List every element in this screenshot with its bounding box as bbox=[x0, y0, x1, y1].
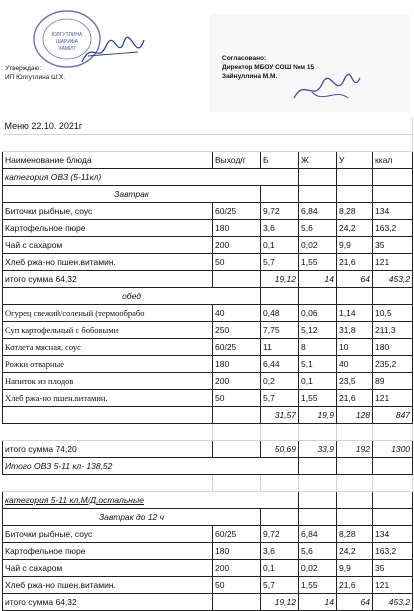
yield: 180 bbox=[213, 356, 261, 373]
meal-header-row bbox=[3, 288, 413, 305]
dish-name: итого сумма 64,32 bbox=[3, 594, 213, 611]
carbs: 23,5 bbox=[337, 373, 373, 390]
total-row bbox=[3, 271, 413, 288]
spacer-row bbox=[3, 135, 413, 152]
category-label: категория 5-11 кл,М/Д,остальные bbox=[3, 492, 299, 509]
dish-name: Картофельное пюре bbox=[3, 220, 213, 237]
fat: 5,12 bbox=[299, 322, 337, 339]
fat: 14 bbox=[299, 271, 337, 288]
dish-name: итого сумма 64,32 bbox=[3, 271, 213, 288]
fat: 5,1 bbox=[299, 356, 337, 373]
dish-row bbox=[3, 560, 413, 577]
kcal: 121 bbox=[373, 577, 413, 594]
dish-row bbox=[3, 254, 413, 271]
kcal: 10,5 bbox=[373, 305, 413, 322]
yield: 180 bbox=[213, 220, 261, 237]
dish-name: Напиток из плодов bbox=[3, 373, 213, 390]
kcal: 235,2 bbox=[373, 356, 413, 373]
total-row bbox=[3, 594, 413, 611]
carbs: 40 bbox=[337, 356, 373, 373]
col-header-carbs: У bbox=[337, 152, 373, 169]
director-title: Директор МБОУ СОШ №м 15 bbox=[222, 64, 315, 71]
yield: 50 bbox=[213, 390, 261, 407]
grand-total-row bbox=[3, 458, 413, 475]
document-header bbox=[0, 0, 414, 116]
carbs: 192 bbox=[337, 441, 373, 458]
dish-name: Хлеб ржа-но пшен.витамин. bbox=[3, 390, 213, 407]
approver-name: ИП Юлгутлина Ш.Х. bbox=[5, 74, 66, 81]
meal-header-row bbox=[3, 509, 413, 526]
carbs: 64 bbox=[337, 271, 373, 288]
dish-row bbox=[3, 526, 413, 543]
dish-row bbox=[3, 543, 413, 560]
protein: 6,44 bbox=[261, 356, 299, 373]
col-header-protein: Б bbox=[261, 152, 299, 169]
meal-label: Завтрак bbox=[3, 186, 261, 203]
fat: 14 bbox=[299, 594, 337, 611]
dish-name: Огурец свежий/соленый (термообрабо bbox=[3, 305, 213, 322]
yield: 180 bbox=[213, 543, 261, 560]
fat: 1,55 bbox=[299, 254, 337, 271]
kcal: 35 bbox=[373, 560, 413, 577]
protein: 9,72 bbox=[261, 526, 299, 543]
fat: 1,55 bbox=[299, 390, 337, 407]
category-row bbox=[3, 492, 413, 509]
fat: 19,9 bbox=[299, 407, 337, 424]
agree-label: Согласовано: bbox=[222, 55, 267, 62]
kcal: 180 bbox=[373, 339, 413, 356]
dish-row bbox=[3, 577, 413, 594]
kcal: 453,2 bbox=[373, 271, 413, 288]
protein: 5,7 bbox=[261, 390, 299, 407]
dish-name: Чай с сахаром bbox=[3, 237, 213, 254]
menu-table bbox=[2, 118, 413, 611]
carbs: 8,28 bbox=[337, 203, 373, 220]
signature-approver bbox=[78, 34, 148, 70]
carbs: 24,2 bbox=[337, 220, 373, 237]
dish-row bbox=[3, 390, 413, 407]
protein: 11 bbox=[261, 339, 299, 356]
protein: 0,1 bbox=[261, 560, 299, 577]
column-header-row bbox=[3, 152, 413, 169]
meal-label: обед bbox=[3, 288, 261, 305]
yield: 60/25 bbox=[213, 339, 261, 356]
svg-text:ШАРИФА: ШАРИФА bbox=[56, 39, 78, 45]
yield: 60/25 bbox=[213, 203, 261, 220]
yield bbox=[213, 271, 261, 288]
dish-name: Картофельное пюре bbox=[3, 543, 213, 560]
dish-row bbox=[3, 203, 413, 220]
yield: 40 bbox=[213, 305, 261, 322]
svg-text:ЮЛГУТЛИНА: ЮЛГУТЛИНА bbox=[51, 32, 83, 38]
dish-row bbox=[3, 373, 413, 390]
svg-text:ХАМИТ: ХАМИТ bbox=[58, 46, 76, 52]
kcal: 1300 bbox=[373, 441, 413, 458]
director-name: Зайнуллина М.М. bbox=[222, 73, 278, 80]
protein: 9,72 bbox=[261, 203, 299, 220]
fat: 6,84 bbox=[299, 203, 337, 220]
protein: 19,12 bbox=[261, 594, 299, 611]
kcal: 134 bbox=[373, 526, 413, 543]
dish-row bbox=[3, 356, 413, 373]
dish-name: Биточки рыбные, соус bbox=[3, 203, 213, 220]
category-row bbox=[3, 169, 413, 186]
protein: 3,6 bbox=[261, 543, 299, 560]
protein: 3,6 bbox=[261, 220, 299, 237]
carbs: 21,6 bbox=[337, 254, 373, 271]
total-row bbox=[3, 441, 413, 458]
menu-title: Меню 22.10. 2021г bbox=[3, 118, 413, 135]
kcal: 163,2 bbox=[373, 543, 413, 560]
yield: 50 bbox=[213, 577, 261, 594]
carbs: 1,14 bbox=[337, 305, 373, 322]
dish-name: Рожки отварные bbox=[3, 356, 213, 373]
yield: 200 bbox=[213, 560, 261, 577]
dish-name: итого сумма 74,20 bbox=[3, 441, 213, 458]
grand-total-label: Итого ОВЗ 5-11 кл- 138,52 bbox=[3, 458, 299, 475]
protein: 31,57 bbox=[261, 407, 299, 424]
dish-row bbox=[3, 322, 413, 339]
dish-row bbox=[3, 220, 413, 237]
yield bbox=[213, 441, 261, 458]
kcal: 847 bbox=[373, 407, 413, 424]
fat: 5,6 bbox=[299, 220, 337, 237]
yield: 200 bbox=[213, 373, 261, 390]
col-header-fat: Ж bbox=[299, 152, 337, 169]
carbs: 21,6 bbox=[337, 577, 373, 594]
dish-row bbox=[3, 305, 413, 322]
carbs: 64 bbox=[337, 594, 373, 611]
blank-row bbox=[3, 475, 413, 492]
fat: 8 bbox=[299, 339, 337, 356]
kcal: 453,2 bbox=[373, 594, 413, 611]
col-header-yield: Выход/г bbox=[213, 152, 261, 169]
kcal: 211,3 bbox=[373, 322, 413, 339]
fat: 0,06 bbox=[299, 305, 337, 322]
fat: 33,9 bbox=[299, 441, 337, 458]
kcal: 35 bbox=[373, 237, 413, 254]
yield bbox=[213, 594, 261, 611]
kcal: 121 bbox=[373, 254, 413, 271]
carbs: 9,9 bbox=[337, 237, 373, 254]
fat: 5,6 bbox=[299, 543, 337, 560]
dish-name: Хлеб ржа-но пшен.витамин. bbox=[3, 254, 213, 271]
carbs: 10 bbox=[337, 339, 373, 356]
dish-row bbox=[3, 237, 413, 254]
menu-title-row bbox=[3, 118, 413, 135]
kcal: 163,2 bbox=[373, 220, 413, 237]
approve-label: Утверждаю: bbox=[5, 65, 42, 72]
fat: 6,84 bbox=[299, 526, 337, 543]
dish-name bbox=[3, 407, 213, 424]
fat: 0,02 bbox=[299, 560, 337, 577]
approval-block bbox=[5, 64, 65, 82]
col-header-dish: Наименование блюда bbox=[3, 152, 213, 169]
dish-name: Хлеб ржа-но пшен.витамин. bbox=[3, 577, 213, 594]
protein: 0,48 bbox=[261, 305, 299, 322]
carbs: 8,28 bbox=[337, 526, 373, 543]
protein: 19,12 bbox=[261, 271, 299, 288]
fat: 0,02 bbox=[299, 237, 337, 254]
kcal: 134 bbox=[373, 203, 413, 220]
fat: 0,1 bbox=[299, 373, 337, 390]
protein: 50,69 bbox=[261, 441, 299, 458]
protein: 0,1 bbox=[261, 237, 299, 254]
signature-director bbox=[292, 68, 362, 108]
dish-name: Суп картофельный с бобовыми bbox=[3, 322, 213, 339]
yield: 200 bbox=[213, 237, 261, 254]
protein: 0,2 bbox=[261, 373, 299, 390]
protein: 5,7 bbox=[261, 577, 299, 594]
yield: 250 bbox=[213, 322, 261, 339]
yield: 50 bbox=[213, 254, 261, 271]
fat: 1,55 bbox=[299, 577, 337, 594]
carbs: 128 bbox=[337, 407, 373, 424]
meal-label: Завтрак до 12 ч bbox=[3, 509, 261, 526]
yield: 60/25 bbox=[213, 526, 261, 543]
protein: 7,75 bbox=[261, 322, 299, 339]
category-label: категория ОВЗ (5-11кл) bbox=[3, 169, 299, 186]
protein: 5,7 bbox=[261, 254, 299, 271]
dish-name: Биточки рыбные, соус bbox=[3, 526, 213, 543]
carbs: 24,2 bbox=[337, 543, 373, 560]
carbs: 31,8 bbox=[337, 322, 373, 339]
yield bbox=[213, 407, 261, 424]
meal-header-row bbox=[3, 186, 413, 203]
carbs: 21,6 bbox=[337, 390, 373, 407]
blank-row bbox=[3, 424, 413, 441]
dish-name: Котлета мясная, соус bbox=[3, 339, 213, 356]
total-row bbox=[3, 407, 413, 424]
dish-row bbox=[3, 339, 413, 356]
kcal: 121 bbox=[373, 390, 413, 407]
kcal: 89 bbox=[373, 373, 413, 390]
carbs: 9,9 bbox=[337, 560, 373, 577]
col-header-kcal: ккал bbox=[373, 152, 413, 169]
dish-name: Чай с сахаром bbox=[3, 560, 213, 577]
